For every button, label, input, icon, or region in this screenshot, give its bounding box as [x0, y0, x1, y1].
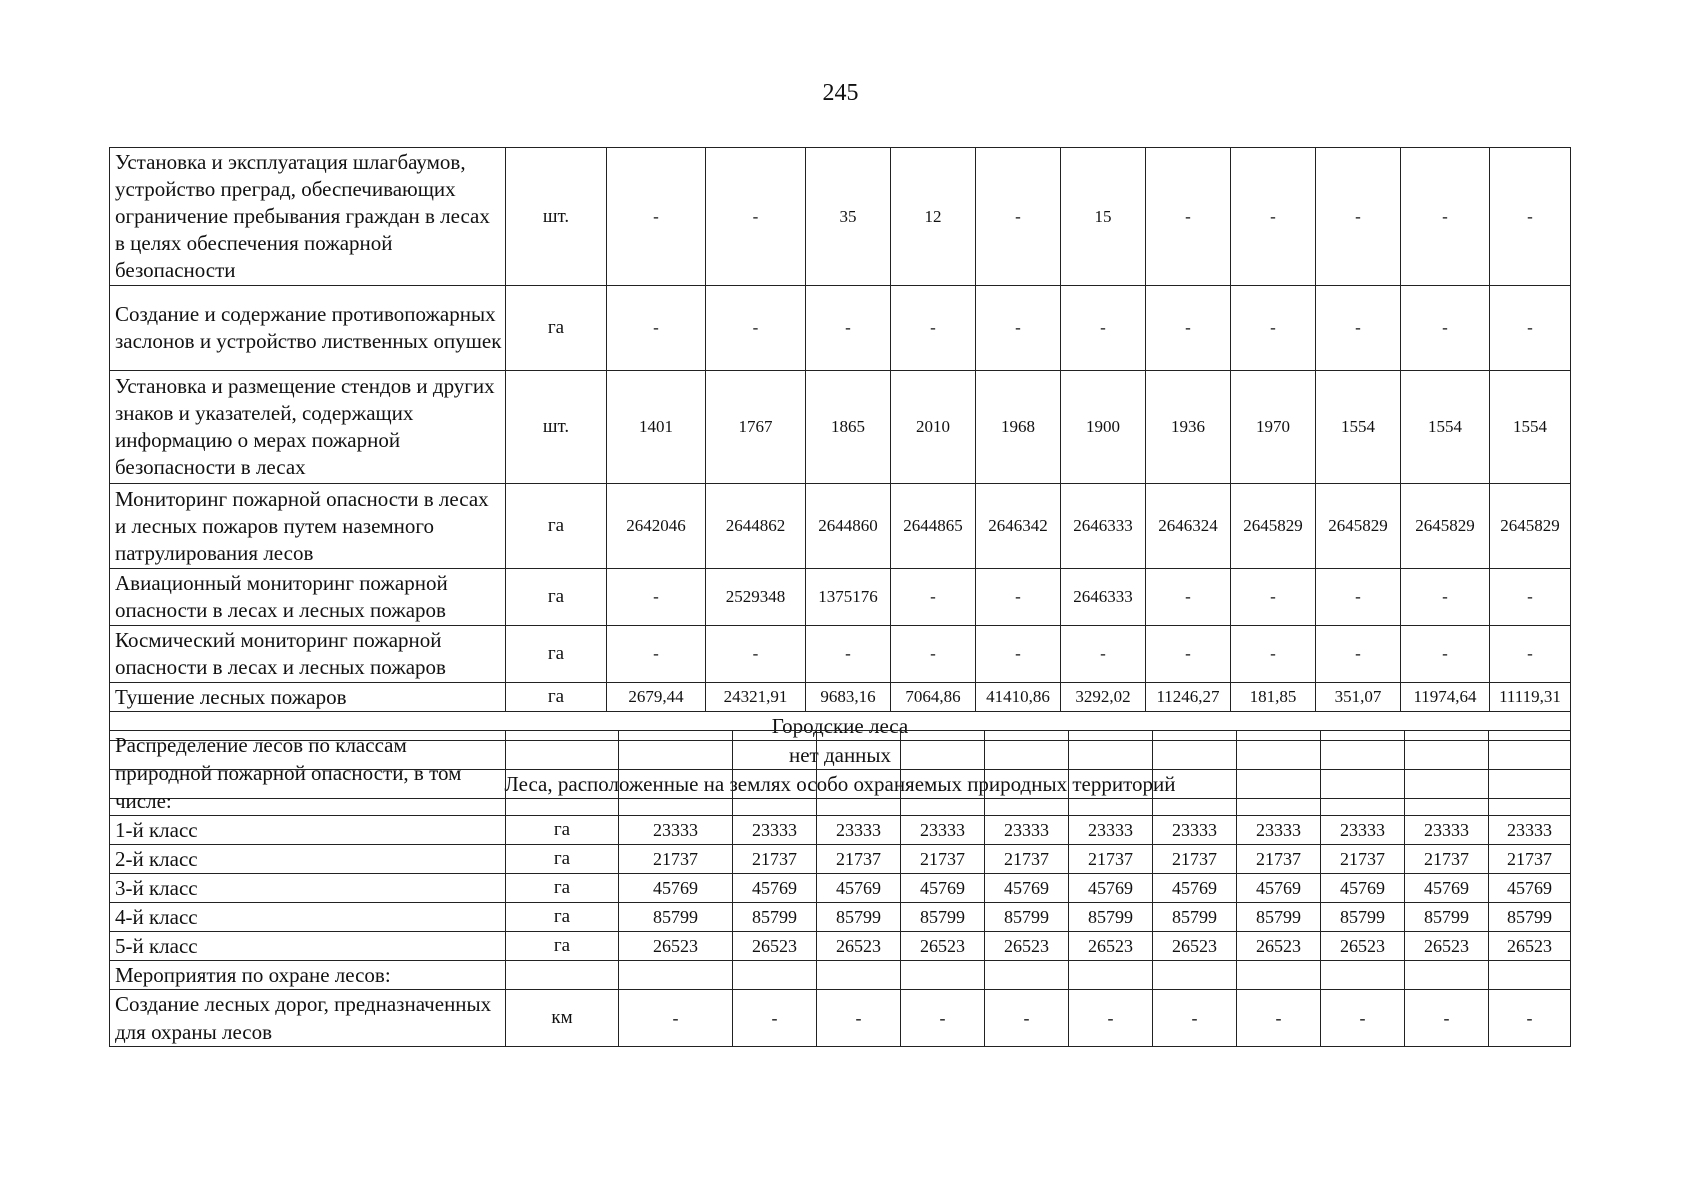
- row-label: 2-й класс: [110, 845, 506, 874]
- row-label: Создание лесных дорог, предназначенных для охраны лесов: [110, 990, 506, 1047]
- row-unit: га: [506, 903, 619, 932]
- value-cell: 3292,02: [1061, 683, 1146, 712]
- value-cell: -: [1490, 569, 1571, 626]
- value-cell: 45769: [1069, 874, 1153, 903]
- value-cell: 21737: [1489, 845, 1571, 874]
- value-cell: 23333: [901, 816, 985, 845]
- row-unit: га: [506, 874, 619, 903]
- row-label: Создание и содержание противопожарных заслонов и устройство лиственных опушек: [110, 286, 506, 371]
- value-cell: 26523: [985, 932, 1069, 961]
- table-row: [110, 286, 1571, 371]
- value-cell: 45769: [1489, 874, 1571, 903]
- row-label: 5-й класс: [110, 932, 506, 961]
- value-cell: -: [1153, 990, 1237, 1047]
- table-row: [110, 683, 1571, 712]
- row-label: Тушение лесных пожаров: [110, 683, 506, 712]
- value-cell: 2646324: [1146, 484, 1231, 569]
- value-cell: -: [1405, 990, 1489, 1047]
- fire-safety-table: [109, 147, 1571, 799]
- value-cell: [1153, 961, 1237, 990]
- value-cell: -: [985, 990, 1069, 1047]
- value-cell: 26523: [733, 932, 817, 961]
- row-label: Установка и размещение стендов и других знаков и указателей, содержащих информацию о мерах пожарной безопасности в лесах: [110, 371, 506, 484]
- value-cell: [1237, 731, 1321, 816]
- value-cell: 1970: [1231, 371, 1316, 484]
- value-cell: 26523: [1069, 932, 1153, 961]
- value-cell: -: [1321, 990, 1405, 1047]
- value-cell: 7064,86: [891, 683, 976, 712]
- value-cell: 1554: [1316, 371, 1401, 484]
- value-cell: [1489, 961, 1571, 990]
- value-cell: 35: [806, 148, 891, 286]
- value-cell: -: [976, 569, 1061, 626]
- value-cell: 1554: [1490, 371, 1571, 484]
- value-cell: 45769: [901, 874, 985, 903]
- value-cell: [901, 961, 985, 990]
- value-cell: [1405, 961, 1489, 990]
- table-row: [110, 569, 1571, 626]
- value-cell: -: [1316, 286, 1401, 371]
- value-cell: -: [706, 626, 806, 683]
- value-cell: -: [891, 569, 976, 626]
- value-cell: -: [1490, 286, 1571, 371]
- row-unit: га: [506, 286, 607, 371]
- value-cell: -: [1490, 626, 1571, 683]
- value-cell: -: [1401, 626, 1490, 683]
- value-cell: -: [891, 286, 976, 371]
- value-cell: -: [607, 148, 706, 286]
- value-cell: [733, 961, 817, 990]
- value-cell: 21737: [817, 845, 901, 874]
- value-cell: 1968: [976, 371, 1061, 484]
- value-cell: [1321, 731, 1405, 816]
- table-row: [110, 990, 1571, 1047]
- row-unit: шт.: [506, 148, 607, 286]
- value-cell: -: [1061, 626, 1146, 683]
- row-unit: га: [506, 569, 607, 626]
- value-cell: 11119,31: [1490, 683, 1571, 712]
- value-cell: 26523: [1237, 932, 1321, 961]
- table-row: [110, 874, 1571, 903]
- value-cell: 45769: [1321, 874, 1405, 903]
- row-label: 1-й класс: [110, 816, 506, 845]
- value-cell: [1153, 731, 1237, 816]
- value-cell: -: [806, 286, 891, 371]
- value-cell: 45769: [985, 874, 1069, 903]
- value-cell: -: [733, 990, 817, 1047]
- row-label: Мониторинг пожарной опасности в лесах и лесных пожаров путем наземного патрулирования лесов: [110, 484, 506, 569]
- value-cell: 9683,16: [806, 683, 891, 712]
- value-cell: [901, 731, 985, 816]
- no-data-note: нет данных: [110, 741, 1571, 770]
- value-cell: [817, 731, 901, 816]
- value-cell: -: [1316, 569, 1401, 626]
- row-label: Установка и эксплуатация шлагбаумов, устройство преград, обеспечивающих ограничение пребывания граждан в лесах в целях обеспечения пожарной безопасности: [110, 148, 506, 286]
- row-unit: км: [506, 990, 619, 1047]
- page-number: 245: [822, 80, 859, 106]
- row-unit: га: [506, 484, 607, 569]
- value-cell: [985, 731, 1069, 816]
- value-cell: -: [806, 626, 891, 683]
- value-cell: 21737: [1153, 845, 1237, 874]
- value-cell: -: [976, 148, 1061, 286]
- value-cell: 2010: [891, 371, 976, 484]
- value-cell: 2646342: [976, 484, 1061, 569]
- value-cell: -: [1231, 569, 1316, 626]
- table-row: [110, 932, 1571, 961]
- value-cell: -: [901, 990, 985, 1047]
- row-label: Космический мониторинг пожарной опасности в лесах и лесных пожаров: [110, 626, 506, 683]
- row-unit: [506, 731, 619, 816]
- value-cell: 1767: [706, 371, 806, 484]
- value-cell: [619, 731, 733, 816]
- value-cell: 1554: [1401, 371, 1490, 484]
- value-cell: 85799: [619, 903, 733, 932]
- value-cell: 23333: [985, 816, 1069, 845]
- table-row: [110, 731, 1571, 816]
- value-cell: 23333: [1153, 816, 1237, 845]
- value-cell: 12: [891, 148, 976, 286]
- value-cell: 2645829: [1316, 484, 1401, 569]
- value-cell: 21737: [985, 845, 1069, 874]
- value-cell: 21737: [901, 845, 985, 874]
- value-cell: -: [1490, 148, 1571, 286]
- value-cell: -: [1489, 990, 1571, 1047]
- value-cell: -: [1401, 148, 1490, 286]
- value-cell: 45769: [619, 874, 733, 903]
- value-cell: -: [1061, 286, 1146, 371]
- table-row: [110, 626, 1571, 683]
- table-row: [110, 484, 1571, 569]
- value-cell: 23333: [733, 816, 817, 845]
- value-cell: 2529348: [706, 569, 806, 626]
- value-cell: 85799: [817, 903, 901, 932]
- value-cell: 2645829: [1231, 484, 1316, 569]
- value-cell: -: [619, 990, 733, 1047]
- value-cell: 11974,64: [1401, 683, 1490, 712]
- value-cell: 85799: [1237, 903, 1321, 932]
- value-cell: 26523: [901, 932, 985, 961]
- value-cell: -: [607, 286, 706, 371]
- value-cell: -: [1401, 286, 1490, 371]
- value-cell: 41410,86: [976, 683, 1061, 712]
- value-cell: 1865: [806, 371, 891, 484]
- value-cell: 21737: [1237, 845, 1321, 874]
- value-cell: 45769: [1237, 874, 1321, 903]
- value-cell: -: [1237, 990, 1321, 1047]
- value-cell: -: [1316, 626, 1401, 683]
- value-cell: 21737: [619, 845, 733, 874]
- value-cell: 85799: [1489, 903, 1571, 932]
- value-cell: 23333: [1321, 816, 1405, 845]
- value-cell: 2642046: [607, 484, 706, 569]
- value-cell: 85799: [901, 903, 985, 932]
- table-row: [110, 816, 1571, 845]
- value-cell: 2645829: [1401, 484, 1490, 569]
- value-cell: 45769: [1405, 874, 1489, 903]
- value-cell: [1489, 731, 1571, 816]
- value-cell: -: [976, 626, 1061, 683]
- value-cell: -: [891, 626, 976, 683]
- table-row: [110, 903, 1571, 932]
- row-unit: га: [506, 626, 607, 683]
- value-cell: 15: [1061, 148, 1146, 286]
- value-cell: 2645829: [1490, 484, 1571, 569]
- value-cell: 1936: [1146, 371, 1231, 484]
- value-cell: 1401: [607, 371, 706, 484]
- value-cell: [619, 961, 733, 990]
- value-cell: -: [706, 148, 806, 286]
- row-label: 3-й класс: [110, 874, 506, 903]
- value-cell: 1900: [1061, 371, 1146, 484]
- value-cell: 2646333: [1061, 484, 1146, 569]
- value-cell: -: [607, 569, 706, 626]
- row-unit: га: [506, 845, 619, 874]
- value-cell: 23333: [1069, 816, 1153, 845]
- value-cell: 26523: [817, 932, 901, 961]
- value-cell: -: [1231, 148, 1316, 286]
- row-unit: га: [506, 932, 619, 961]
- value-cell: 85799: [1405, 903, 1489, 932]
- value-cell: [985, 961, 1069, 990]
- value-cell: 11246,27: [1146, 683, 1231, 712]
- table-row: [110, 961, 1571, 990]
- value-cell: 23333: [817, 816, 901, 845]
- table-row: [110, 845, 1571, 874]
- section-heading-urban: Городские леса: [110, 712, 1571, 741]
- value-cell: -: [976, 286, 1061, 371]
- row-unit: шт.: [506, 371, 607, 484]
- value-cell: [817, 961, 901, 990]
- value-cell: -: [1316, 148, 1401, 286]
- value-cell: -: [1069, 990, 1153, 1047]
- value-cell: 26523: [1489, 932, 1571, 961]
- row-label: Мероприятия по охране лесов:: [110, 961, 506, 990]
- value-cell: [1321, 961, 1405, 990]
- value-cell: -: [1146, 626, 1231, 683]
- row-label: Распределение лесов по классам природной пожарной опасности, в том числе:: [110, 731, 506, 816]
- value-cell: -: [607, 626, 706, 683]
- value-cell: 45769: [817, 874, 901, 903]
- value-cell: 2679,44: [607, 683, 706, 712]
- value-cell: -: [706, 286, 806, 371]
- row-unit: [506, 961, 619, 990]
- value-cell: 23333: [1489, 816, 1571, 845]
- value-cell: 24321,91: [706, 683, 806, 712]
- value-cell: -: [817, 990, 901, 1047]
- value-cell: 26523: [1405, 932, 1489, 961]
- table-row: [110, 148, 1571, 286]
- value-cell: 21737: [1405, 845, 1489, 874]
- protected-areas-table: [109, 730, 1571, 1047]
- value-cell: 85799: [1153, 903, 1237, 932]
- value-cell: 1375176: [806, 569, 891, 626]
- value-cell: -: [1231, 626, 1316, 683]
- row-unit: га: [506, 683, 607, 712]
- value-cell: 23333: [619, 816, 733, 845]
- value-cell: 26523: [1153, 932, 1237, 961]
- table-row: [110, 371, 1571, 484]
- row-label: Авиационный мониторинг пожарной опасности в лесах и лесных пожаров: [110, 569, 506, 626]
- value-cell: 23333: [1405, 816, 1489, 845]
- value-cell: -: [1146, 148, 1231, 286]
- value-cell: -: [1401, 569, 1490, 626]
- value-cell: 85799: [1321, 903, 1405, 932]
- value-cell: [1069, 731, 1153, 816]
- value-cell: [1069, 961, 1153, 990]
- value-cell: 21737: [1069, 845, 1153, 874]
- value-cell: 26523: [1321, 932, 1405, 961]
- value-cell: 2646333: [1061, 569, 1146, 626]
- value-cell: [1237, 961, 1321, 990]
- row-label: 4-й класс: [110, 903, 506, 932]
- value-cell: 21737: [733, 845, 817, 874]
- value-cell: 26523: [619, 932, 733, 961]
- value-cell: 85799: [1069, 903, 1153, 932]
- value-cell: -: [1231, 286, 1316, 371]
- value-cell: 23333: [1237, 816, 1321, 845]
- value-cell: -: [1146, 286, 1231, 371]
- value-cell: [1405, 731, 1489, 816]
- value-cell: 21737: [1321, 845, 1405, 874]
- section-heading-protected: Леса, расположенные на землях особо охраняемых природных территорий: [110, 770, 1571, 799]
- row-unit: га: [506, 816, 619, 845]
- value-cell: -: [1146, 569, 1231, 626]
- value-cell: 351,07: [1316, 683, 1401, 712]
- value-cell: 85799: [733, 903, 817, 932]
- value-cell: [733, 731, 817, 816]
- value-cell: 45769: [1153, 874, 1237, 903]
- value-cell: 85799: [985, 903, 1069, 932]
- value-cell: 181,85: [1231, 683, 1316, 712]
- value-cell: 45769: [733, 874, 817, 903]
- value-cell: 2644865: [891, 484, 976, 569]
- value-cell: 2644860: [806, 484, 891, 569]
- value-cell: 2644862: [706, 484, 806, 569]
